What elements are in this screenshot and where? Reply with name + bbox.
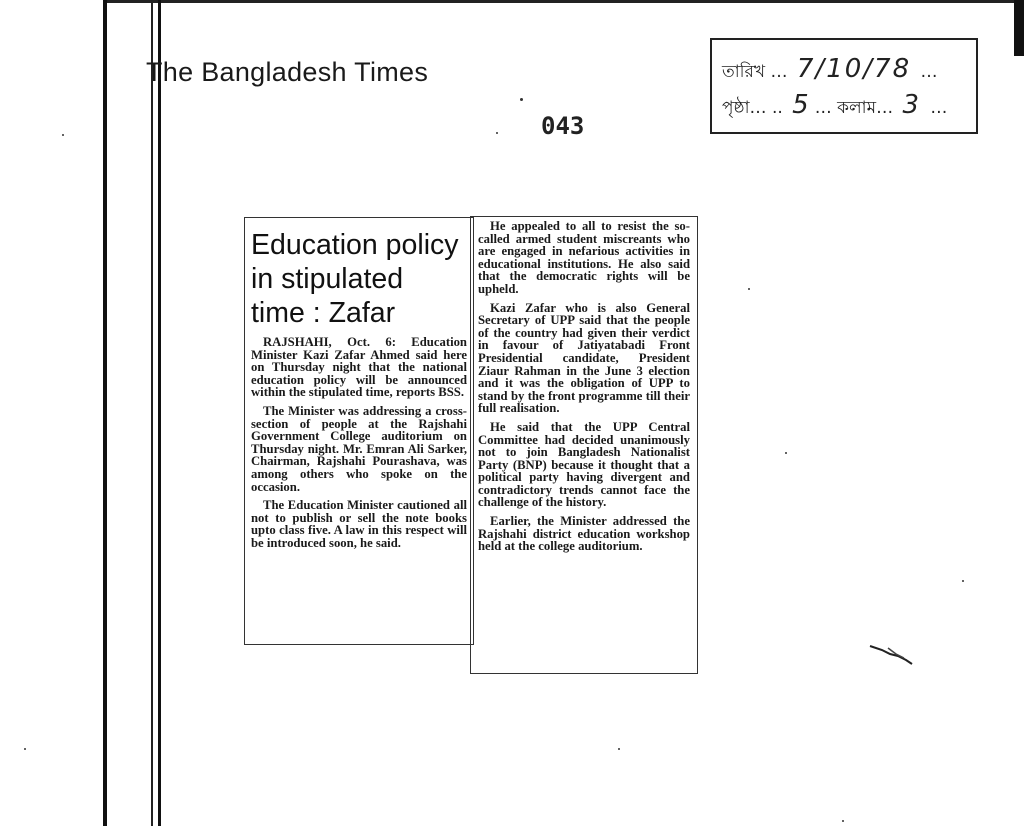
scan-dark-corner [1014, 0, 1024, 56]
stamp-page-label: পৃষ্ঠা [722, 98, 750, 118]
article-paragraph: The Education Minister cautioned all not to publish or sell the note books upto class five. A law in this respect will be introduced soon, he said. [251, 498, 467, 550]
stamp-page-value: 5 [792, 90, 811, 120]
archive-stamp [710, 38, 978, 134]
article-paragraph: Kazi Zafar who is also General Secretary of UPP said that the people of the country had given their verdict in favour of Jatiyatabadi Front Presidential candidate, President Ziaur Rahman in the June 3 election and it was the obligation of UPP to stand by the front programme till their full realisation. [478, 300, 690, 416]
stamp-date-label: তারিখ [722, 62, 766, 82]
stamp-column-value: 3 [902, 90, 922, 120]
headline-line: in stipulated [251, 263, 404, 295]
stamp-column-label: কলাম [837, 98, 877, 118]
clipping-column-1 [244, 217, 474, 645]
article-paragraph: The Minister was addressing a cross-section of people at the Rajshahi Government College auditorium on Thursday night. Mr. Emran Ali Sarker, Chairman, Rajshahi Pourashava, was among others who spoke on the occasion. [251, 403, 467, 494]
article-paragraph: He appealed to all to resist the so-called armed student miscreants who are engaged in nefarious activities in educational institutions. He also said that the democratic rights will be upheld. [478, 219, 690, 296]
stamp-date-row: তারিখ … 7/10/78 … [722, 54, 938, 84]
article-paragraph: Earlier, the Minister addressed the Rajshahi district education workshop held at the college auditorium. [478, 514, 690, 554]
newspaper-masthead: The Bangladesh Times [146, 57, 429, 87]
article-paragraph: RAJSHAHI, Oct. 6: Education Minister Kazi Zafar Ahmed said here on Thursday night that the national education policy will be announced within the stipulated time, reports BSS. [251, 335, 467, 400]
stamp-date-value: 7/10/78 [796, 54, 912, 84]
scan-top-edge [107, 0, 1024, 3]
pen-scribble-mark [868, 640, 920, 670]
headline-line: Education policy [251, 229, 459, 261]
clipping-column-2 [470, 216, 698, 674]
article-paragraph: He said that the UPP Central Committee had decided unanimously not to join Bangladesh Nationalist Party (BNP) because it thought that a political party having divergent and contradictory trends cannot face the challenge of the history. [478, 419, 690, 510]
headline-line: time : Zafar [251, 297, 396, 329]
binding-edge-line [103, 0, 107, 826]
stamp-page-row: পৃষ্ঠা… .. 5 … কলাম… 3 … [722, 90, 948, 120]
margin-line-right [158, 0, 161, 826]
margin-line-left [151, 0, 153, 826]
article-headline [251, 228, 467, 330]
archive-page-number: 043 [541, 112, 585, 140]
